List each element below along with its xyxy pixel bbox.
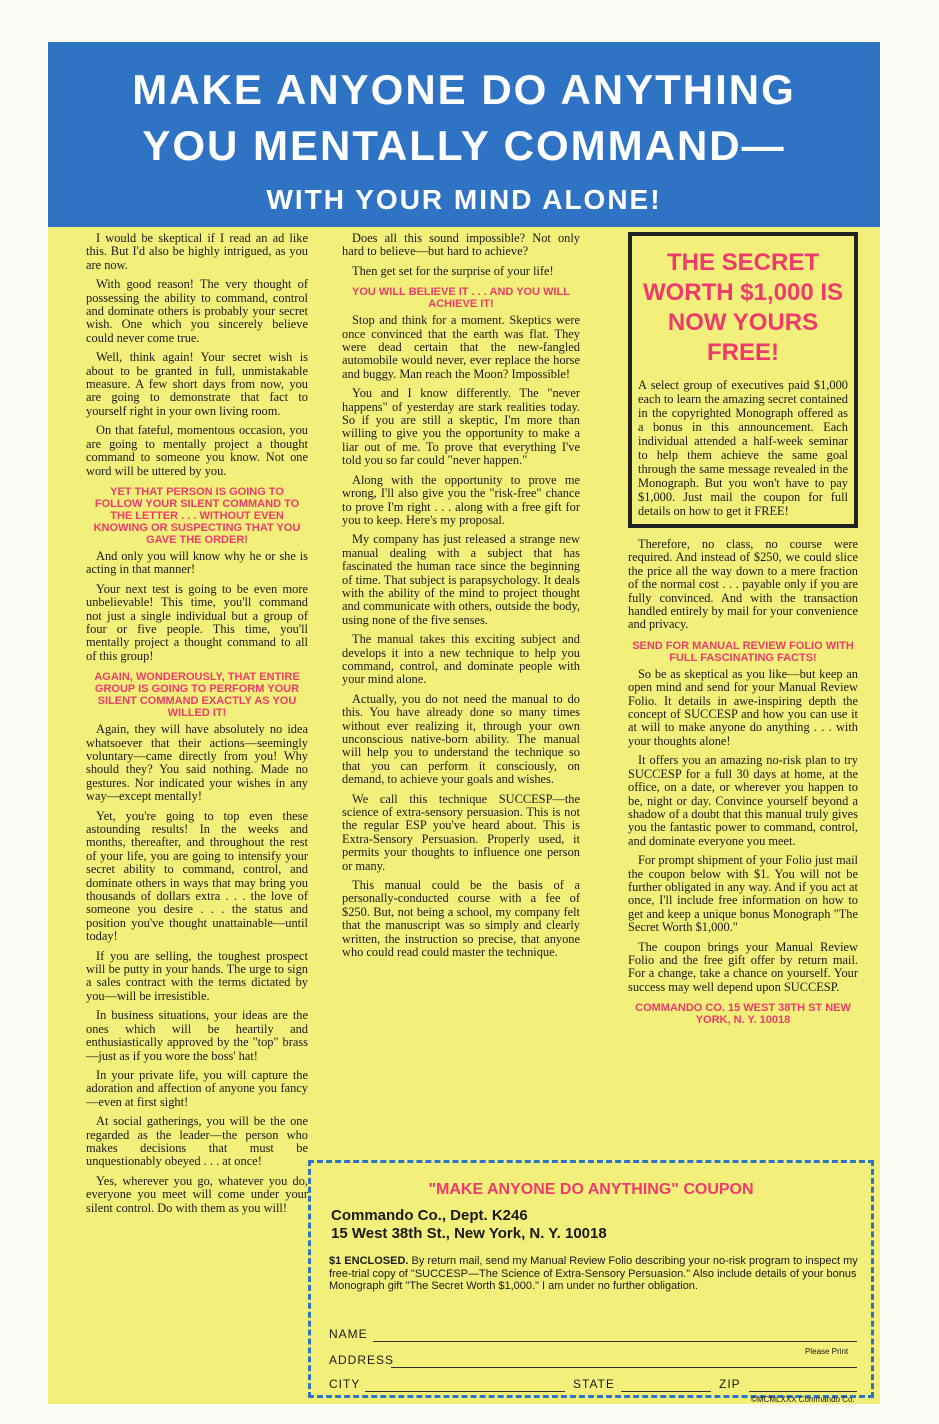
zip-field[interactable] — [749, 1391, 857, 1392]
paragraph: And only you will know why he or she is acting in that manner! — [86, 548, 308, 577]
paragraph: It offers you an amazing no-risk plan to try SUCCESP for a full 30 days at home, at the office, on a date, or wherever you happen to be, night or day. Convince yourself beyond a shadow of a doubt that this manual truly gives you the fantastic power to command, control, and dominate everyone you meet. — [628, 753, 858, 848]
secret-offer-box — [628, 232, 858, 528]
paragraph: Well, think again! Your secret wish is about to be granted in full, unmistakable measure. A few short days from now, you are going to demonstrate that fact to yourself right in your own living room. — [86, 350, 308, 418]
coupon-terms — [329, 1255, 859, 1293]
paragraph: We call this technique SUCCESP—the science of extra-sensory persuasion. This is not the regular ESP you've heard about. This is Extra-Sensory Persuasion. Properly used, it permits your thoughts to influence one person or many. — [342, 791, 580, 873]
paragraph: On that fateful, momentous occasion, you are going to mentally project a thought command to someone you know. Not one word will be uttered by you. — [86, 423, 308, 478]
enclosed-text: By return mail, send my Manual Review Folio describing your no-risk program to inspect my free-trial copy of "SUCCESP—The Science of Extra-Sensory Persuasion." Also include details of your bonus Monograph gift "The Secret Worth $1,000." I am under no further obligation. — [329, 1255, 858, 1292]
paragraph: Therefore, no class, no course were required. And instead of $250, we could slice the price all the way down to a mere fraction of the normal cost . . . payable only if you are fully convinced. And with the transaction handled entirely by mail for your convenience and privacy. — [628, 537, 858, 632]
city-field[interactable] — [365, 1391, 565, 1392]
headline-banner — [48, 42, 880, 227]
paragraph: Then get set for the surprise of your life! — [352, 263, 554, 278]
paragraph: Again, they will have absolutely no idea whatsoever that their actions—seemingly voluntary—came directly from you! Why should they? You said nothing. Made no gestures. Nor indicated your wishes in any way—except mentally! — [86, 722, 308, 804]
paragraph: So be as skeptical as you like—but keep an open mind and send for your Manual Review Folio. It details in awe-inspiring depth the concept of SUCCESP and how you can use it at will to make anyone do anything . . . with your thoughts alone! — [628, 666, 858, 748]
order-coupon[interactable] — [308, 1160, 874, 1404]
advertisement-page — [48, 42, 880, 1404]
address-field[interactable] — [391, 1367, 857, 1368]
subheading: YET THAT PERSON IS GOING TO FOLLOW YOUR SILENT COMMAND TO THE LETTER . . . WITHOUT EVEN KNOWING OR SUSPECTING THAT YOU GAVE THE ORDER! — [93, 485, 301, 546]
headline-line-2: YOU MENTALLY COMMAND— — [142, 122, 786, 169]
paragraph: In business situations, your ideas are the ones which will be heartily and enthusiastically approved by the "top" brass—just as if you wore the boss' hat! — [86, 1008, 308, 1063]
paragraph: Your next test is going to be even more unbelievable! This time, you'll command not just a single individual but a group of four or five people. This time, you'll mentally project a thought command to all of this group! — [86, 581, 308, 663]
paragraph: Does all this sound impossible? Not only hard to believe—but hard to achieve? — [342, 231, 580, 259]
paragraph: My company has just released a strange new manual dealing with a subject that has fascinated the human race since the beginning of time. That subject is parapsychology. It deals with the ability of the mind to project thought and communicate with others, outside the body, using none of the five senses. — [342, 532, 580, 627]
paragraph: With good reason! The very thought of possessing the ability to command, control and dominate others is probably your secret wish. One which you sincerely believe could never come true. — [86, 277, 308, 345]
paragraph: You and I know differently. The "never happens" of yesterday are stark realities today. So if you are still a skeptic, I'm more than willing to give you the opportunity to make a liar out of me. To prove that everything I've told you so far could "never happen." — [342, 386, 580, 468]
paragraph: Along with the opportunity to prove me wrong, I'll also give you the "risk-free" chance to prove I'm right . . . along with a free gift for you to keep. Here's my proposal. — [342, 472, 580, 527]
paragraph: Actually, you do not need the manual to do this. You have already done so many times without ever realizing it, through your own unconscious native-born ability. The manual will help you to understand the technique so that you can perform it consciously, on demand, to achieve your goals and wishes. — [342, 691, 580, 787]
subheading: YOU WILL BELIEVE IT . . . AND YOU WILL ACHIEVE IT! — [352, 286, 570, 311]
paragraph: Yet, you're going to top even these astounding results! In the weeks and months, thereafter, and throughout the rest of your life, you are going to intensify your secret ability to command, control, and dominate others in ways that may bring you thousands of dollars extra . . . the love of someone you desire . . . the status and position you've thought unattainable—until today! — [86, 808, 308, 944]
paragraph: The coupon brings your Manual Review Folio and the free gift offer by return mail. For a change, take a chance on yourself. Your success may well depend upon SUCCESP. — [628, 939, 858, 994]
paragraph: If you are selling, the toughest prospect will be putty in your hands. The urge to sign a sales contract with the terms dictated by you—will be irresistible. — [86, 948, 308, 1003]
company-address-heading: COMMANDO CO. 15 WEST 38TH ST NEW YORK, N. Y. 10018 — [635, 1002, 851, 1027]
secret-offer-text: A select group of executives paid $1,000 each to learn the amazing secret contained in the copyrighted Monograph offered as a bonus in this announcement. Each individual attended a half-week seminar to help them achieve the same goal through the same message revealed in the Monograph. But you won't have to pay $1,000. Just mail the coupon for full details on how to get it FREE! — [638, 378, 848, 518]
enclosed-label: $1 ENCLOSED. — [329, 1255, 409, 1267]
copyright-note: ©MCMLXXX Commando Co. — [751, 1395, 855, 1404]
paragraph: Yes, wherever you go, whatever you do, everyone you meet will come under your silent control. Do with them as you will! — [86, 1173, 308, 1215]
city-label: CITY — [329, 1377, 361, 1391]
headline-line-3: WITH YOUR MIND ALONE! — [266, 184, 662, 215]
state-label: STATE — [573, 1377, 615, 1391]
address-label: ADDRESS — [329, 1353, 395, 1367]
coupon-title: "MAKE ANYONE DO ANYTHING" COUPON — [428, 1181, 754, 1198]
headline-line-1: MAKE ANYONE DO ANYTHING — [132, 66, 796, 113]
subheading: AGAIN, WONDEROUSLY, THAT ENTIRE GROUP IS GOING TO PERFORM YOUR SILENT COMMAND EXACTLY AS YOU WILLED IT! — [94, 671, 300, 720]
please-print-note: Please Print — [805, 1347, 849, 1356]
company-address: 15 West 38th St., New York, N. Y. 10018 — [331, 1225, 607, 1242]
column-middle — [342, 232, 580, 966]
name-label: NAME — [329, 1327, 368, 1341]
paragraph: At social gatherings, you will be the one regarded as the leader—the person who makes decisions that must be unquestionably obeyed . . . at once! — [86, 1114, 308, 1169]
zip-label: ZIP — [719, 1377, 741, 1391]
secret-offer-title: THE SECRET WORTH $1,000 IS NOW YOURS FREE! — [642, 249, 844, 366]
paragraph: The manual takes this exciting subject and develops it into a new technique to help you command, control, and dominate people with your mind alone. — [342, 632, 580, 687]
paragraph: This manual could be the basis of a personally-conducted course with a fee of $250. But, not being a school, my company felt that the manuscript was so simply and clearly written, the instruction so precise, that anyone who could read could master the technique. — [342, 878, 580, 960]
paragraph: For prompt shipment of your Folio just mail the coupon below with $1. You will not be further obligated in any way. And if you act at once, I'll include free information on how to get and keep a unique bonus Monograph "The Secret Worth $1,000." — [628, 853, 858, 935]
company-name: Commando Co., Dept. K246 — [331, 1207, 528, 1224]
paragraph: In your private life, you will capture the adoration and affection of anyone you fancy—even at first sight! — [86, 1067, 308, 1109]
column-left — [86, 232, 308, 1221]
state-field[interactable] — [621, 1391, 711, 1392]
paragraph: Stop and think for a moment. Skeptics were once convinced that the earth was flat. They were dead certain that the new-fangled automobile would never, ever replace the horse and buggy. Man reach the Moon? Impossible! — [342, 313, 580, 381]
subheading: SEND FOR MANUAL REVIEW FOLIO WITH FULL FASCINATING FACTS! — [632, 639, 854, 664]
paragraph: I would be skeptical if I read an ad like this. But I'd also be highly intrigued, as you are now. — [86, 231, 308, 272]
coupon-company — [331, 1207, 607, 1243]
column-right — [628, 232, 858, 1030]
name-field[interactable] — [373, 1341, 857, 1342]
